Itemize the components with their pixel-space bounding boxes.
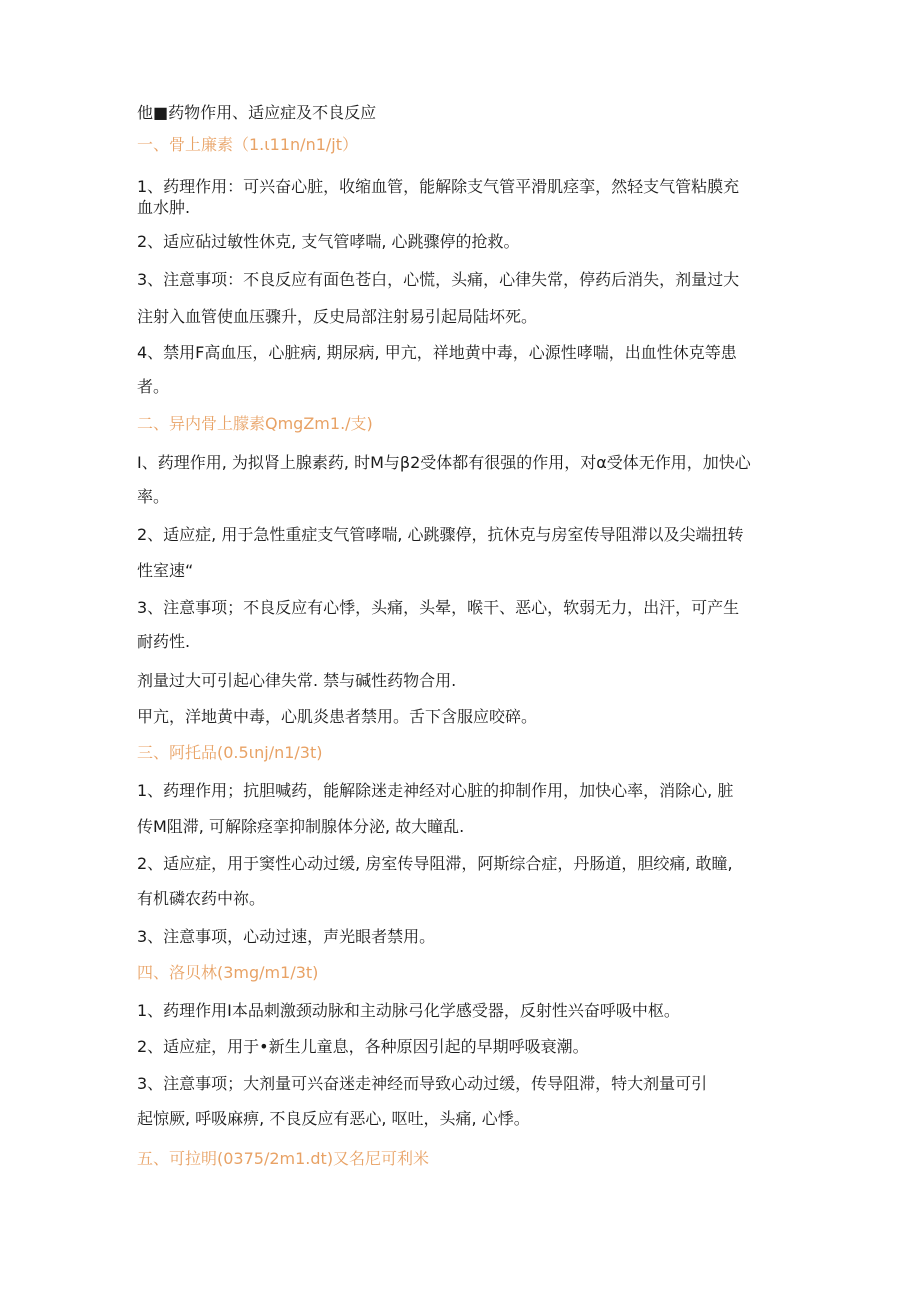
paragraph-line: 传M阻滞, 可解除痉挛抑制腺体分泌, 故大瞳乱. xyxy=(137,817,465,836)
paragraph-line: 3、注意事项；不良反应有心悸，头痛，头晕，喉干、恶心，软弱无力，出汗，可产生 xyxy=(137,598,740,617)
paragraph-line: 者。 xyxy=(137,377,170,396)
paragraph-line: 性室速“ xyxy=(137,561,194,580)
paragraph-line: 2、适应砧过敏性休克, 支气管哮喘, 心跳骤停的抢救。 xyxy=(137,232,520,251)
section-heading-epinephrine: 一、骨上廉素（1.ι11n∕n1∕jt） xyxy=(137,135,359,154)
paragraph-line: 3、注意事项；大剂量可兴奋迷走神经而导致心动过缓，传导阻滞，特大剂量可引 xyxy=(137,1074,708,1093)
section-heading-nikethamide: 五、可拉明(0375∕2m1.dt)又名尼可利米 xyxy=(137,1149,430,1168)
paragraph-line: 3、注意事项：不良反应有面色苍白，心慌，头痛，心律失常，停药后消失，剂量过大 xyxy=(137,270,740,289)
paragraph-line: 1、药理作用；抗胆喊药，能解除迷走神经对心脏的抑制作用，加快心率，消除心, 脏 xyxy=(137,781,734,800)
paragraph-line: 2、适应症，用于•新生儿童息，各种原因引起的早期呼吸衰潮。 xyxy=(137,1037,589,1056)
paragraph-line: 耐药性. xyxy=(137,632,191,651)
paragraph-line: 有机磷农药中祢。 xyxy=(137,889,266,908)
paragraph-line: 剂量过大可引起心律失常. 禁与碱性药物合用. xyxy=(137,671,457,690)
paragraph-line: 血水肿. xyxy=(137,198,191,217)
section-heading-isoprenaline: 二、异内骨上朦素QmgZm1./支) xyxy=(137,414,373,433)
paragraph-line: I、药理作用, 为拟肾上腺素药, 时M与β2受体都有很强的作用，对α受体无作用，加快心 xyxy=(137,453,751,472)
section-heading-lobeline: 四、洛贝林(3mg∕m1∕3t) xyxy=(137,963,319,982)
paragraph-line: 1、药理作用I本品刺激颈动脉和主动脉弓化学感受器，反射性兴奋呼吸中枢。 xyxy=(137,1001,680,1020)
paragraph-line: 1、药理作用：可兴奋心脏，收缩血管，能解除支气管平滑肌痉挛，然轻支气管粘膜充 xyxy=(137,177,740,196)
document-title: 他■药物作用、适应症及不良反应 xyxy=(137,103,377,122)
section-heading-atropine: 三、阿托品(0.5ιnj∕n1∕3t) xyxy=(137,743,323,762)
paragraph-line: 2、适应症，用于窦性心动过缓, 房室传导阻滞，阿斯综合症，丹肠道，胆绞痛, 敢瞳, xyxy=(137,854,733,873)
paragraph-line: 4、禁用F高血压，心脏病, 期尿病, 甲亢，祥地黄中毒，心源性哮喘，出血性休克等患 xyxy=(137,343,737,362)
paragraph-line: 3、注意事项，心动过速，声光眼者禁用。 xyxy=(137,927,436,946)
paragraph-line: 注射入血管使血压骤升，反史局部注射易引起局陆坏死。 xyxy=(137,307,538,326)
paragraph-line: 甲亢，洋地黄中毒，心肌炎患者禁用。舌下含服应咬碎。 xyxy=(137,707,538,726)
paragraph-line: 2、适应症, 用于急性重症支气管哮喘, 心跳骤停，抗休克与房室传导阻滞以及尖端扭转 xyxy=(137,525,744,544)
paragraph-line: 率。 xyxy=(137,487,170,506)
paragraph-line: 起惊厥, 呼吸麻痹, 不良反应有恶心, 呕吐，头痛, 心悸。 xyxy=(137,1109,530,1128)
